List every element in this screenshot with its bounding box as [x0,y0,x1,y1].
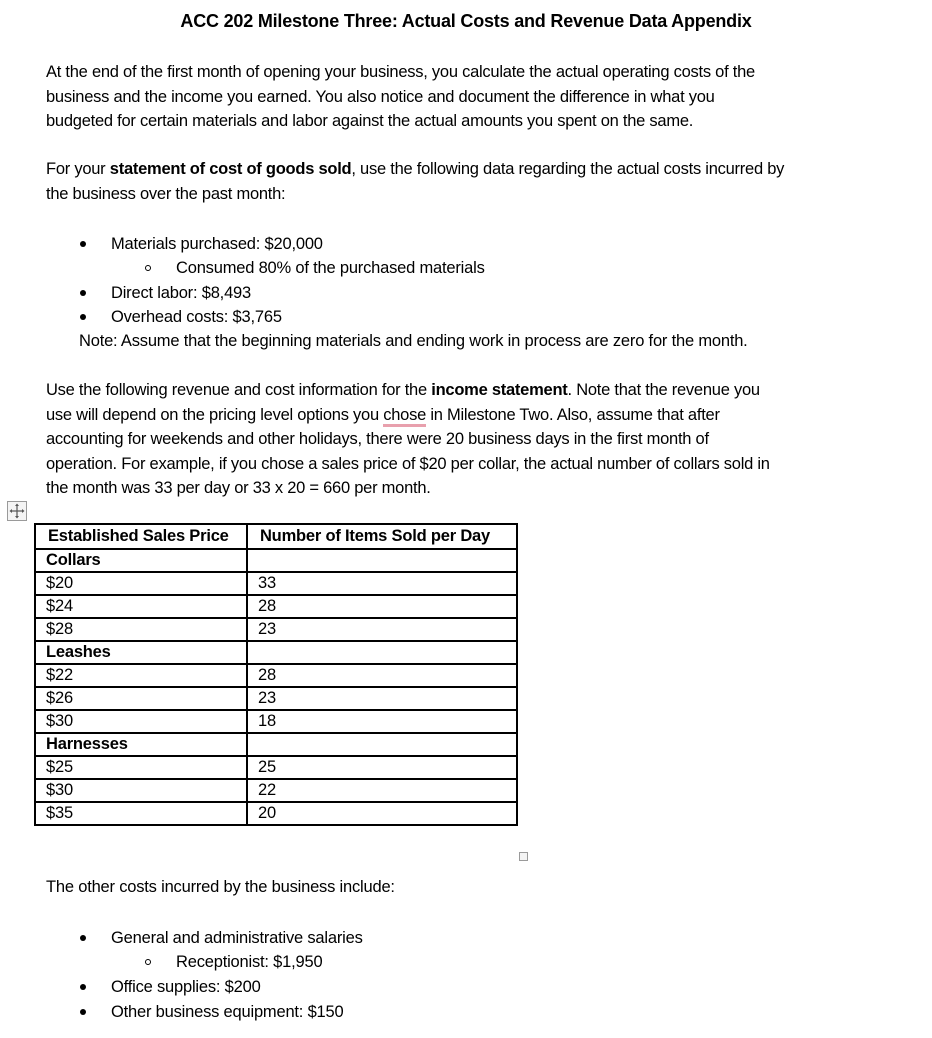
qty-cell: 28 [247,664,517,687]
qty-cell: 22 [247,779,517,802]
cogs-paragraph [46,157,896,206]
bullet-icon [80,935,86,941]
qty-cell [247,549,517,572]
table-row [35,595,517,618]
table-row [35,664,517,687]
intro-paragraph [46,60,896,134]
bullet-icon [80,241,86,247]
income-text: in Milestone Two. Also, assume that after [426,405,720,424]
category-cell: Collars [35,549,247,572]
qty-cell: 33 [247,572,517,595]
cogs-bold-term: statement of cost of goods sold [109,160,352,178]
table-resize-handle[interactable] [519,852,528,861]
price-cell: $28 [35,618,247,641]
spellcheck-flagged-word[interactable]: chose [383,406,426,427]
list-item-text: Receptionist: $1,950 [176,953,323,971]
table-row [35,756,517,779]
table-row-category [35,733,517,756]
bullet-icon [80,1009,86,1015]
bullet-icon [80,314,86,320]
list-item-text: Other business equipment: $150 [111,1003,344,1021]
category-cell: Leashes [35,641,247,664]
list-item-text: Direct labor: $8,493 [111,284,251,302]
table-row [35,687,517,710]
intro-line: budgeted for certain materials and labor against the actual amounts you spent on the same. [46,112,694,130]
intro-line: business and the income you earned. You also notice and document the difference in what you [46,87,715,106]
table-row [35,572,517,595]
sales-price-table [34,523,518,826]
qty-cell: 23 [247,687,517,710]
list-item-text: Consumed 80% of the purchased materials [176,259,485,277]
bullet-icon [80,984,86,990]
income-text: use will depend on the pricing level options you [46,405,384,424]
other-costs-intro: The other costs incurred by the business include: [46,878,395,896]
table-row [35,779,517,802]
bullet-icon [80,290,86,296]
table-header-row [35,524,517,549]
price-cell: $30 [35,779,247,802]
income-text: the month was 33 per day or 33 x 20 = 660 per month. [46,479,431,497]
price-cell: $35 [35,802,247,825]
cogs-text: For your [46,160,110,178]
move-arrows-icon [8,502,26,520]
list-item-text: Materials purchased: $20,000 [111,235,323,253]
list-item-text: Overhead costs: $3,765 [111,308,282,326]
cogs-note: Note: Assume that the beginning materials and ending work in process are zero for the month. [79,332,748,350]
price-cell: $24 [35,595,247,618]
cogs-text: , use the following data regarding the actual costs incurred by [351,160,785,178]
list-item-text: General and administrative salaries [111,929,363,947]
table-move-handle[interactable] [7,501,27,521]
income-bold-term: income statement [431,381,568,399]
circle-bullet-icon [145,265,151,271]
price-cell: $20 [35,572,247,595]
table-row [35,710,517,733]
column-header-quantity: Number of Items Sold per Day [247,524,517,549]
qty-cell [247,733,517,756]
income-paragraph [46,378,896,501]
document-title: ACC 202 Milestone Three: Actual Costs and Revenue Data Appendix [180,11,752,31]
table-row [35,618,517,641]
price-cell: $26 [35,687,247,710]
category-cell: Harnesses [35,733,247,756]
circle-bullet-icon [145,959,151,965]
price-cell: $30 [35,710,247,733]
list-item-text: Office supplies: $200 [111,978,261,996]
price-cell: $22 [35,664,247,687]
intro-line: At the end of the first month of opening your business, you calculate the actual operating costs of the [46,63,755,81]
qty-cell: 28 [247,595,517,618]
price-cell: $25 [35,756,247,779]
table-row-category [35,641,517,664]
cogs-text: the business over the past month: [46,184,286,203]
income-text: . Note that the revenue you [567,381,760,399]
column-header-price: Established Sales Price [35,524,247,549]
table-row-category [35,549,517,572]
qty-cell: 25 [247,756,517,779]
qty-cell: 18 [247,710,517,733]
income-text: operation. For example, if you chose a sales price of $20 per collar, the actual number of collars sold in [46,454,770,473]
table-row [35,802,517,825]
qty-cell: 23 [247,618,517,641]
income-text: Use the following revenue and cost information for the [46,381,432,399]
income-text: accounting for weekends and other holidays, there were 20 business days in the first month of [46,430,709,448]
qty-cell [247,641,517,664]
qty-cell: 20 [247,802,517,825]
